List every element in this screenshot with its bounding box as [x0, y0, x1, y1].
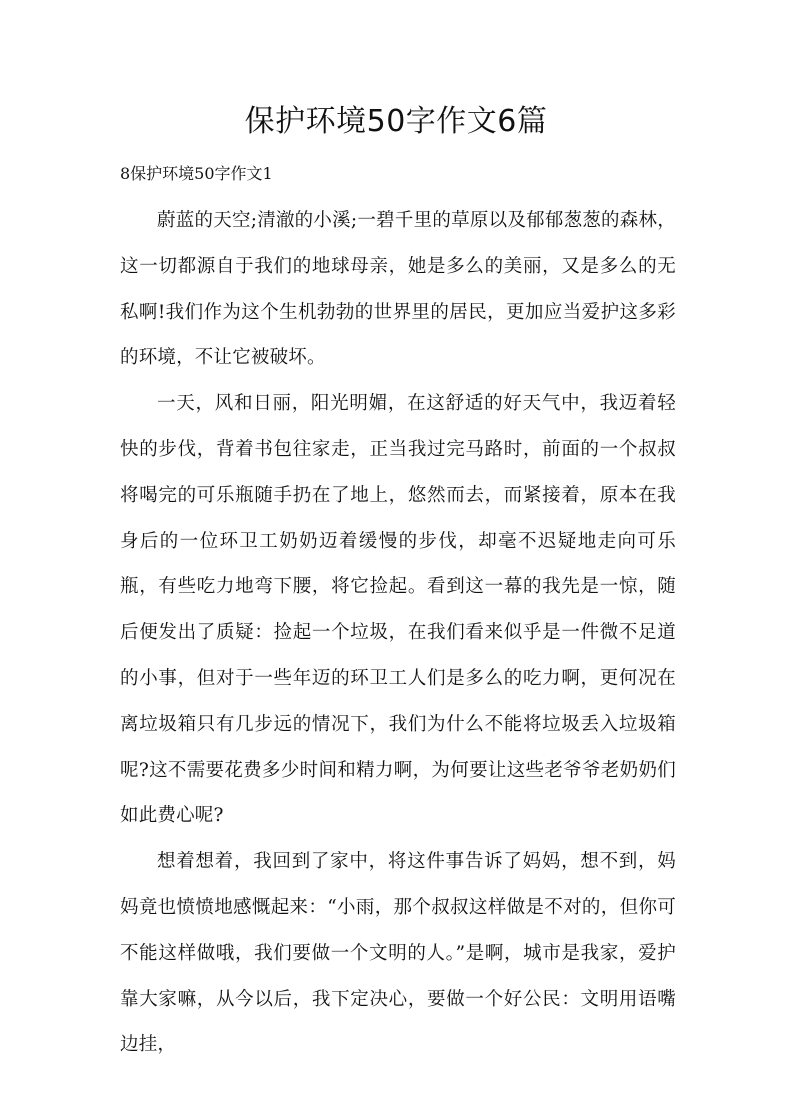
essay-subtitle: 8保护环境50字作文1 [120, 164, 273, 183]
paragraph-3: 想着想着，我回到了家中，将这件事告诉了妈妈，想不到，妈妈竟也愤愤地感慨起来：“小雨，那个叔叔这样做是不对的，但你可不能这样做哦，我们要做一个文明的人。”是啊，城市是我家，爱护靠大家嘛，从今以后，我下定决心，要做一个好公民：文明用语嘴边挂， [120, 851, 676, 1056]
paragraph-1: 蔚蓝的天空;清澈的小溪;一碧千里的草原以及郁郁葱葱的森林，这一切都源自于我们的地球母亲，她是多么的美丽，又是多么的无私啊!我们作为这个生机勃勃的世界里的居民，更加应当爱护这多彩的环境，不让它被破坏。 [120, 210, 676, 369]
essay-body [120, 198, 676, 1068]
paragraph-2: 一天，风和日丽，阳光明媚，在这舒适的好天气中，我迈着轻快的步伐，背着书包往家走，正当我过完马路时，前面的一个叔叔将喝完的可乐瓶随手扔在了地上，悠然而去，而紧接着，原本在我身后的一位环卫工奶奶迈着缓慢的步伐，却毫不迟疑地走向可乐瓶，有些吃力地弯下腰，将它捡起。看到这一幕的我先是一惊，随后便发出了质疑：捡起一个垃圾，在我们看来似乎是一件微不足道的小事，但对于一些年迈的环卫工人们是多么的吃力啊，更何况在离垃圾箱只有几步远的情况下，我们为什么不能将垃圾丢入垃圾箱呢?这不需要花费多少时间和精力啊，为何要让这些老爷爷老奶奶们如此费心呢? [120, 393, 676, 827]
document-title: 保护环境50字作文6篇 [244, 104, 548, 139]
